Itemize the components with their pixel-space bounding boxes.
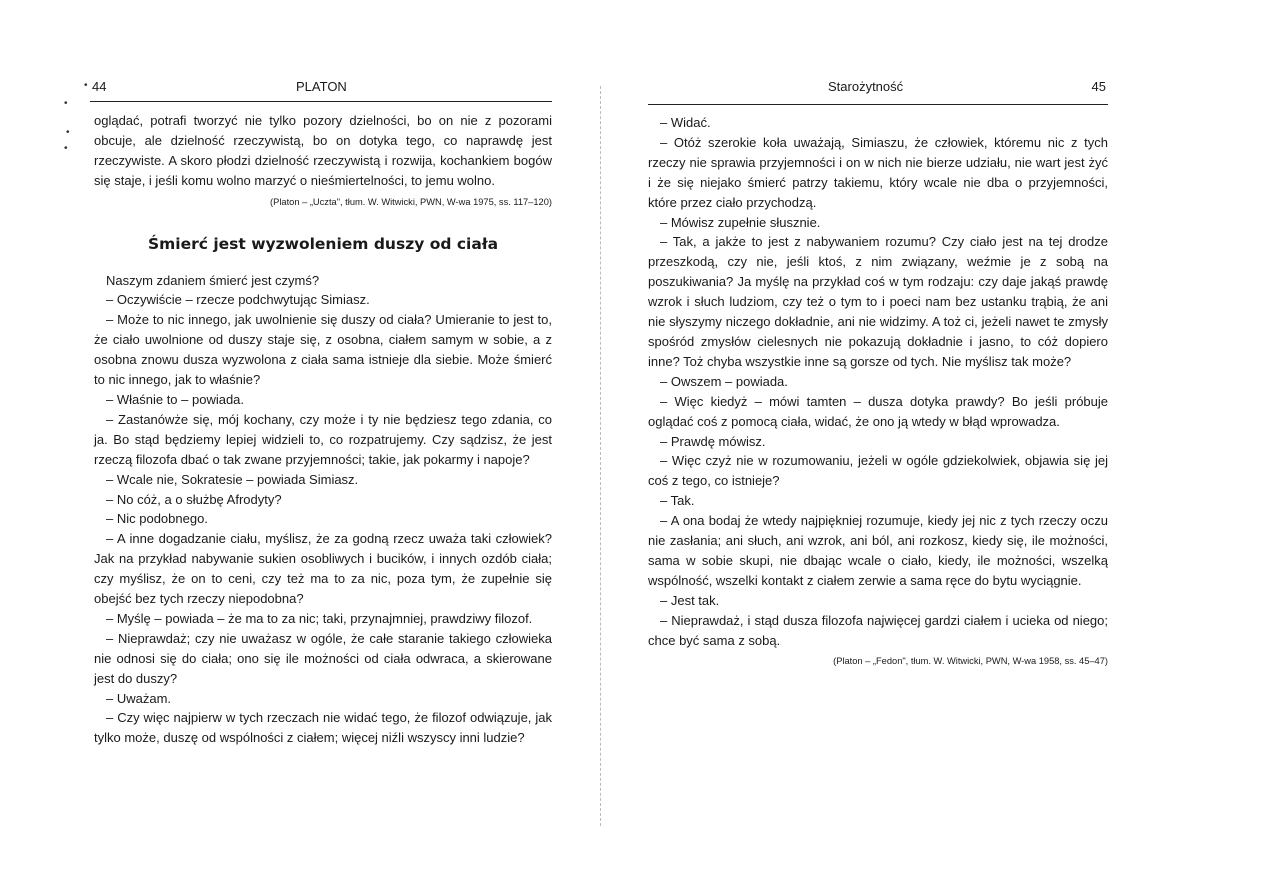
dialogue-line: – Nieprawdaż, i stąd dusza filozofa najwięcej gardzi ciałem i ucieka od niego; chce być sama z sobą. xyxy=(648,612,1108,648)
dialogue-line: – Owszem – powiada. xyxy=(660,373,788,389)
page-number-left: 44 xyxy=(92,79,107,94)
dialogue-line: – Więc czyż nie w rozumowaniu, jeżeli w ogóle gdziekolwiek, objawia się jej coś z tego, co istnieje? xyxy=(648,453,1108,489)
page-number-right: 45 xyxy=(1091,79,1106,94)
dialogue-line: – Jest tak. xyxy=(660,592,720,608)
header-rule-right xyxy=(648,104,1108,105)
dialogue-line: – Tak. xyxy=(660,493,695,509)
section-title: Śmierć jest wyzwoleniem duszy od ciała xyxy=(147,234,499,253)
dialogue-line: – Prawdę mówisz. xyxy=(660,433,766,449)
paragraph: oglądać, potrafi tworzyć nie tylko pozory dzielności, bo on nie z pozorami obcuje, ale dzielność rzeczywistą, bo on dotyka tego, co naprawdę jest rzeczywiste. A skoro płodzi dzielność rzeczywistą i rozwija, kochankiem bogów się staje, i jeśli komu wolno marzyć o nieśmiertelności, to jemu wolno. xyxy=(94,113,552,188)
dialogue-line: – Uważam. xyxy=(106,690,172,706)
dialogue-line: – Nic podobnego. xyxy=(106,511,208,527)
margin-dot: • xyxy=(66,127,70,138)
right-page xyxy=(606,0,1263,893)
running-head-right: Starożytność xyxy=(828,79,904,94)
running-head-left: PLATON xyxy=(296,79,347,94)
dialogue-line: – Wcale nie, Sokratesie – powiada Simiasz. xyxy=(106,471,359,487)
dialogue-line: – A ona bodaj że wtedy najpiękniej rozumuje, kiedy jej nic z tych rzeczy oczu nie zasłania; ani słuch, ani wzrok, ani ból, ani rozkosz, kiedy się, ile możności, sama w sobie skupi, nie dbając wcale o ciało, kiedy, ile możności, wszelką wspólność, wszelki kontakt z ciałem zerwie a sama ręce do bytu wyciągnie. xyxy=(648,513,1108,588)
margin-dot: • xyxy=(64,98,68,109)
right-header xyxy=(650,79,1106,99)
dialogue-line: – Zastanówże się, mój kochany, czy może i ty nie będziesz tego zdania, co ja. Bo stąd będziemy lepiej widzieli to, co rozpatrujemy. Czy sądzisz, że jest rzeczą filozofa dbać o tak zwane przyjemności; takie, jak pokarmy i napoje? xyxy=(94,411,552,467)
dialogue-line: – Właśnie to – powiada. xyxy=(106,391,245,407)
dialogue-line: – Otóż szerokie koła uważają, Simiaszu, że człowiek, któremu nic z tych rzeczy nie sprawia przyjemności i on w nich nie bierze udziału, nie wart jest żyć i że się niejako śmierć patrzy takiemu, który wcale nie dba o przyjemności, które przez ciało przychodzą. xyxy=(648,134,1108,210)
dialogue-line: – Czy więc najpierw w tych rzeczach nie widać tego, że filozof odwiązuje, jak tylko może, duszę od wspólności z ciałem; więcej niźli wszyscy inni ludzie? xyxy=(94,710,552,746)
dialogue-line: – A inne dogadzanie ciału, myślisz, że za godną rzecz uważa taki człowiek? Jak na przykład nabywanie sukien osobliwych i bucików, i innych ozdób ciała; czy myślisz, że on to ceni, czy też ma to za nic, poza tym, że zupełnie się obejść bez tych rzeczy niepodobna? xyxy=(94,531,552,607)
dialogue-line: – Więc kiedyż – mówi tamten – dusza dotyka prawdy? Bo jeśli próbuje oglądać coś z pomocą ciała, widać, że ono ją wtedy w błąd wprowadza. xyxy=(648,393,1108,429)
dialogue-line: – Nieprawdaż; czy nie uważasz w ogóle, że całe staranie takiego człowieka nie odnosi się do ciała; ono się ile możności od ciała odwraca, a skierowane jest do duszy? xyxy=(94,630,552,686)
citation: (Platon – „Fedon", tłum. W. Witwicki, PWN, W-wa 1958, ss. 45–47) xyxy=(833,656,1108,667)
dialogue-line: – Myślę – powiada – że ma to za nic; taki, przynajmniej, prawdziwy filozof. xyxy=(106,610,533,626)
left-header xyxy=(92,79,552,99)
dialogue-line: Naszym zdaniem śmierć jest czymś? xyxy=(106,272,320,288)
dialogue-line: – Widać. xyxy=(660,115,711,130)
dialogue-line: – No cóż, a o służbę Afrodyty? xyxy=(106,491,282,507)
dialogue-line: – Mówisz zupełnie słusznie. xyxy=(660,214,821,230)
dialogue-line: – Może to nic innego, jak uwolnienie się duszy od ciała? Umieranie to jest to, że ciało uwolnione od duszy staje się, z osobna, ciałem samym w sobie, a z osobna znowu dusza wyzwolona z ciała sama istnieje dla siebie. Może śmierć to nic innego, jak to właśnie? xyxy=(94,312,552,388)
left-text-column xyxy=(94,111,552,748)
margin-dot: • xyxy=(64,143,68,154)
dialogue-line: – Tak, a jakże to jest z nabywaniem rozumu? Czy ciało jest na tej drodze przeszkodą, czy nie, jeśli ktoś, z nim związany, weźmie je z sobą na poszukiwania? Ja myślę na przykład coś w tym rodzaju: czy daje jakąś prawdę wzrok i słuch ludziom, czy też o tym to i poeci nam bez ustanku trąbią, że ani nie słyszymy niczego dokładnie, ani nie widzimy. A toż ci, jeżeli nawet te zmysły spośród zmysłów cielesnych nie pokazują dokładnie i jasno, to cóż dopiero inne? Toż chyba wszystkie inne są gorsze od tych. Nie myślisz tak może? xyxy=(648,234,1108,369)
left-page xyxy=(0,0,600,893)
dialogue-line: – Oczywiście – rzecze podchwytując Simiasz. xyxy=(106,292,370,308)
margin-dot: • xyxy=(84,80,88,91)
right-text-column xyxy=(648,113,1108,668)
page-gutter xyxy=(600,86,601,826)
header-rule-left xyxy=(90,101,552,102)
citation: (Platon – „Uczta", tłum. W. Witwicki, PWN, W-wa 1975, ss. 117–120) xyxy=(270,196,552,207)
